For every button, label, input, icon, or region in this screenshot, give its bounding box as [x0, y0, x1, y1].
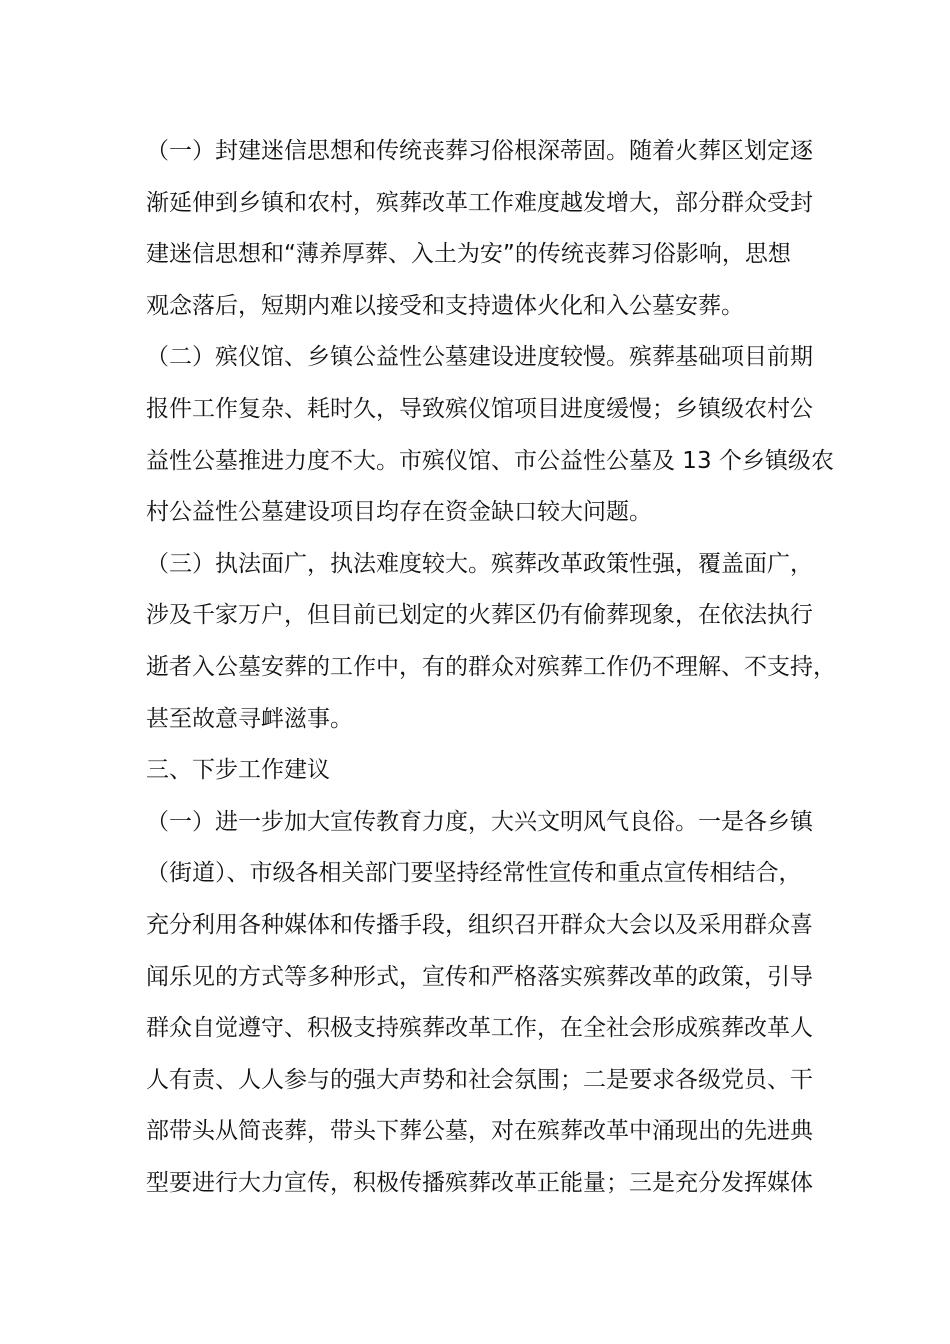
text-line: 报件工作复杂、耗时久，导致殡仪馆项目进度缓慢；乡镇级农村公: [146, 395, 813, 422]
text-line: （二）殡仪馆、乡镇公益性公墓建设进度较慢。殡葬基础项目前期: [146, 344, 813, 371]
text-line: 型要进行大力宣传，积极传播殡葬改革正能量；三是充分发挥媒体: [146, 1169, 813, 1196]
text-line: （三）执法面广，执法难度较大。殡葬改革政策性强，覆盖面广，: [146, 550, 813, 577]
text-line: 建迷信思想和“薄养厚葬、入土为安”的传统丧葬习俗影响，思想: [146, 241, 791, 268]
section-heading: [146, 745, 814, 797]
text-line: 闻乐见的方式等多种形式，宣传和严格落实殡葬改革的政策，引导: [146, 963, 813, 990]
text-line: 群众自觉遵守、积极支持殡葬改革工作，在全社会形成殡葬改革人: [146, 1015, 813, 1042]
text-line: 部带头从简丧葬，带头下葬公墓，对在殡葬改革中涌现出的先进典: [146, 1118, 813, 1145]
text-line: 充分利用各种媒体和传播手段，组织召开群众大会以及采用群众喜: [146, 911, 813, 938]
text-line: 甚至故意寻衅滋事。: [146, 705, 353, 732]
paragraph-law-enforcement: [146, 539, 836, 745]
text-line: 村公益性公墓建设项目均存在资金缺口较大问题。: [146, 499, 652, 526]
paragraph-feudal-superstition: [146, 126, 814, 332]
text-line: （街道）、市级各相关部门要坚持经常性宣传和重点宣传相结合，: [146, 860, 802, 887]
heading-text: 三、下步工作建议: [146, 757, 330, 784]
text-line: 人有责、人人参与的强大声势和社会氛围；二是要求各级党员、干: [146, 1066, 813, 1093]
paragraph-funeral-home-construction: [146, 332, 834, 538]
text-line: 逝者入公墓安葬的工作中，有的群众对殡葬工作仍不理解、不支持，: [146, 653, 836, 680]
text-line: 涉及千家万户，但目前已划定的火葬区仍有偷葬现象，在依法执行: [146, 602, 813, 629]
text-line: （一）封建迷信思想和传统丧葬习俗根深蒂固。随着火葬区划定逐: [146, 138, 813, 164]
text-line: 观念落后，短期内难以接受和支持遗体火化和入公墓安葬。: [146, 292, 744, 319]
text-line: 益性公墓推进力度不大。市殡仪馆、市公益性公墓及 13 个乡镇级农: [146, 447, 834, 474]
text-line: 渐延伸到乡镇和农村，殡葬改革工作难度越发增大，部分群众受封: [146, 189, 813, 216]
document-body: [146, 126, 836, 1209]
text-line: （一）进一步加大宣传教育力度，大兴文明风气良俗。一是各乡镇: [146, 808, 813, 835]
paragraph-publicity-education: [146, 797, 814, 1210]
